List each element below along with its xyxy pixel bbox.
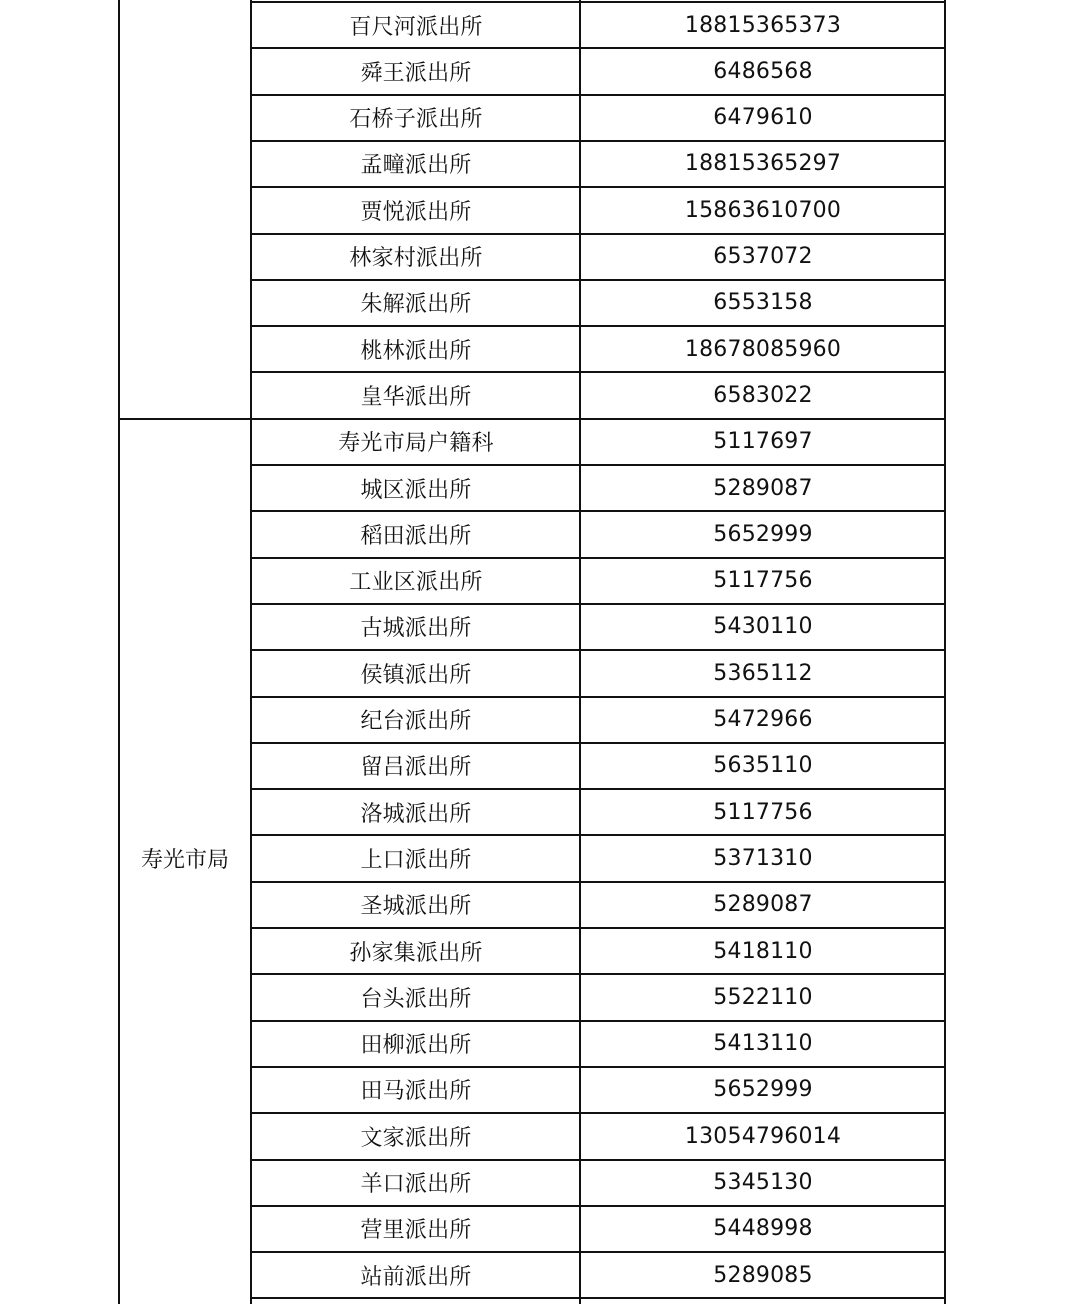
station-phone: 6479610 [713, 105, 813, 131]
station-name: 圣城派出所 [360, 894, 472, 920]
station-phone: 18815365297 [684, 151, 842, 177]
station-name: 留吕派出所 [360, 755, 472, 781]
table-row [252, 234, 946, 280]
station-name: 田马派出所 [360, 1079, 472, 1105]
station-phone: 5472966 [713, 707, 813, 732]
station-name: 文家派出所 [360, 1125, 472, 1151]
group-column-border [250, 0, 252, 1304]
station-phone: 5289087 [713, 892, 813, 918]
table-row [252, 558, 946, 604]
station-phone: 5635110 [713, 753, 813, 779]
table-top-border [251, 1, 946, 3]
station-phone: 5289085 [713, 1262, 813, 1288]
table-row [252, 187, 946, 233]
station-phone: 5418110 [713, 938, 813, 964]
table-row [252, 604, 946, 650]
station-phone: 5345130 [713, 1170, 813, 1195]
station-name: 营里派出所 [360, 1218, 472, 1244]
station-phone: 5652999 [713, 521, 813, 547]
station-name: 桃林派出所 [360, 338, 472, 364]
group-label: 寿光市局 [140, 848, 229, 874]
table-row [252, 1252, 946, 1298]
table-row [252, 465, 946, 511]
table-row [252, 95, 946, 141]
station-phone: 5117756 [713, 568, 813, 594]
right-border [944, 0, 946, 1304]
station-phone: 6537072 [713, 244, 813, 269]
station-phone: 18815365373 [684, 12, 842, 38]
table-row [252, 1113, 946, 1159]
table-row [252, 1160, 946, 1206]
station-name: 洛城派出所 [360, 801, 472, 827]
table-row [252, 48, 946, 94]
row-divider [251, 1297, 946, 1299]
station-phone: 15863610700 [684, 197, 842, 223]
table-row [252, 1021, 946, 1067]
station-phone: 5365112 [713, 660, 813, 686]
station-name: 侯镇派出所 [360, 662, 472, 688]
station-phone: 5448998 [713, 1216, 813, 1242]
station-name: 站前派出所 [360, 1264, 472, 1290]
station-phone: 5522110 [713, 984, 813, 1010]
station-name: 上口派出所 [360, 847, 472, 873]
station-name: 孟疃派出所 [360, 153, 472, 179]
table-row [252, 743, 946, 789]
table-row [252, 650, 946, 696]
station-name: 石桥子派出所 [349, 107, 483, 133]
station-phone: 5413110 [713, 1031, 813, 1057]
station-name: 贾悦派出所 [360, 199, 472, 225]
left-border [118, 0, 120, 1304]
table-row [252, 882, 946, 928]
table-row [252, 280, 946, 326]
station-name: 皇华派出所 [360, 384, 472, 410]
station-name: 孙家集派出所 [349, 940, 483, 966]
station-phone: 5652999 [713, 1077, 813, 1103]
station-name: 城区派出所 [360, 477, 472, 503]
station-name: 朱解派出所 [360, 292, 472, 318]
station-phone: 5371310 [713, 845, 813, 871]
station-name: 林家村派出所 [349, 246, 483, 271]
table-row [252, 1206, 946, 1252]
station-name: 舜王派出所 [360, 60, 472, 86]
table-row [252, 2, 946, 48]
column-divider [579, 0, 581, 1304]
station-phone: 13054796014 [684, 1123, 842, 1149]
station-name: 羊口派出所 [360, 1172, 472, 1197]
station-phone: 18678085960 [684, 336, 842, 362]
table-row [252, 789, 946, 835]
table-row [252, 326, 946, 372]
station-phone: 5430110 [713, 614, 813, 640]
station-name: 台头派出所 [360, 986, 472, 1012]
station-name: 稻田派出所 [360, 523, 472, 549]
table-row [252, 511, 946, 557]
table-row [252, 928, 946, 974]
station-phone: 6486568 [713, 58, 813, 84]
station-phone: 6583022 [713, 382, 813, 408]
station-name: 工业区派出所 [349, 570, 483, 596]
station-phone: 5117697 [713, 429, 813, 455]
station-name: 纪台派出所 [360, 709, 472, 734]
table-row [252, 419, 946, 465]
station-name: 百尺河派出所 [349, 14, 483, 40]
table-row [252, 974, 946, 1020]
table-row [252, 1067, 946, 1113]
table-row [252, 372, 946, 418]
station-name: 寿光市局户籍科 [338, 431, 494, 457]
station-name: 田柳派出所 [360, 1033, 472, 1059]
table-row [252, 697, 946, 743]
station-phone: 6553158 [713, 290, 813, 316]
station-phone: 5117756 [713, 799, 813, 825]
station-name: 古城派出所 [360, 616, 472, 642]
table-row [252, 835, 946, 881]
station-phone: 5289087 [713, 475, 813, 501]
table-row [252, 141, 946, 187]
